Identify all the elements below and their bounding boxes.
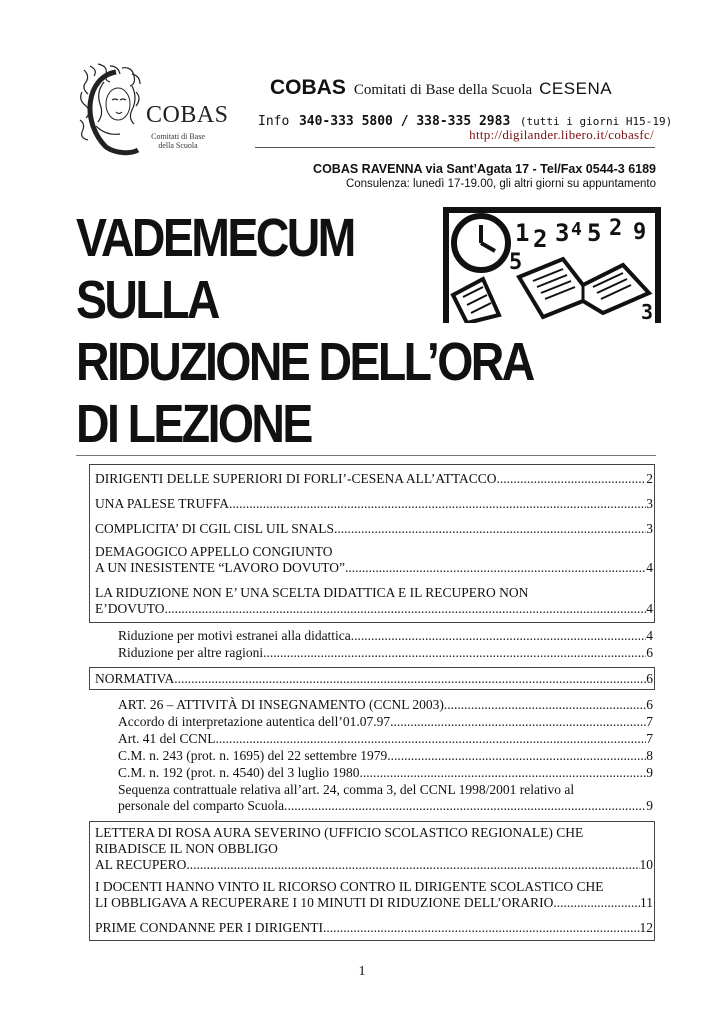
toc-entry-title: A UN INESISTENTE “LAVORO DOVUTO” (95, 560, 345, 575)
toc-entry-page: 3 (646, 521, 653, 536)
toc-entry-title: Riduzione per motivi estranei alla didattica (118, 628, 351, 643)
toc-entry-title: ART. 26 – ATTIVITÀ DI INSEGNAMENTO (CCNL 2003) (118, 697, 444, 712)
org-name: COBAS (270, 76, 346, 99)
toc-entry-title: C.M. n. 192 (prot. n. 4540) del 3 luglio 1980 (118, 765, 360, 780)
toc-entry[interactable] (95, 879, 653, 911)
info-label: Info (258, 114, 290, 129)
toc-entry-title: UNA PALESE TRUFFA (95, 496, 230, 511)
toc-entry[interactable] (95, 544, 653, 576)
toc-entry-page: 9 (646, 798, 653, 813)
svg-text:1: 1 (515, 219, 530, 247)
title-line: SULLA (76, 270, 218, 330)
toc-entry-page: 7 (646, 731, 653, 746)
phone-numbers: 340-333 5800 / 338-335 2983 (298, 114, 511, 129)
page-number: 1 (358, 964, 366, 979)
toc-entry[interactable] (95, 521, 653, 537)
toc-entry-title: E’DOVUTO (95, 601, 165, 616)
toc-entry[interactable] (95, 471, 653, 487)
consultation-hours: Consulenza: lunedì 17-19.00, gli altri giorni su appuntamento (345, 178, 656, 190)
toc-subentry[interactable] (118, 645, 653, 661)
toc-entry-title-line: RIBADISCE IL NON OBBLIGO (95, 841, 278, 856)
svg-text:3: 3 (555, 219, 570, 247)
svg-text:3: 3 (641, 300, 654, 323)
cobas-logo (76, 62, 229, 157)
toc-entry[interactable] (95, 920, 653, 936)
toc-entry-page: 11 (640, 895, 653, 910)
title-divider (76, 455, 656, 456)
org-full-name: Comitati di Base della Scuola (353, 82, 533, 98)
svg-text:9: 9 (633, 220, 647, 245)
phone-hours: (tutti i giorni H15-19) (519, 115, 673, 128)
toc-subentry[interactable] (118, 782, 653, 814)
toc-entry-page: 10 (639, 857, 653, 872)
title-line: DI LEZIONE (76, 394, 311, 454)
logo-subtitle: Comitati di Base della Scuola (151, 132, 205, 150)
website-link[interactable]: http://digilander.libero.it/cobasfc/ (469, 127, 654, 142)
org-city: CESENA (539, 79, 613, 98)
title-line: RIDUZIONE DELL’ORA (76, 332, 533, 392)
header-divider (255, 147, 655, 148)
toc-subentry[interactable] (118, 628, 653, 644)
toc-subentry[interactable] (118, 748, 653, 764)
toc-entry-title-line: LETTERA DI ROSA AURA SEVERINO (UFFICIO SCOLASTICO REGIONALE) CHE (95, 825, 584, 840)
toc-subentry[interactable] (118, 731, 653, 747)
toc-subentry[interactable] (118, 714, 653, 730)
org-heading (270, 76, 612, 100)
toc-entry-title-line: Sequenza contrattuale relativa all’art. 24, comma 3, del CCNL 1998/2001 relativo al (118, 782, 575, 797)
svg-text:5: 5 (587, 219, 602, 247)
toc-entry-page: 7 (646, 714, 653, 729)
toc-entry-title: NORMATIVA (95, 671, 175, 686)
toc-entry[interactable] (95, 671, 653, 687)
toc-entry-title: Riduzione per altre ragioni (118, 645, 264, 660)
toc-entry-page: 2 (646, 471, 653, 486)
toc-entry-title: LI OBBLIGAVA A RECUPERARE I 10 MINUTI DI RIDUZIONE DELL’ORARIO (95, 895, 554, 910)
svg-text:2: 2 (533, 225, 548, 253)
svg-text:4: 4 (571, 219, 582, 240)
title-line: VADEMECUM (76, 208, 354, 268)
toc-entry-title: PRIME CONDANNE PER I DIRIGENTI (95, 920, 323, 935)
svg-text:2: 2 (609, 216, 623, 241)
logo-wordmark: COBAS (146, 102, 229, 128)
toc-entry-page: 6 (646, 697, 653, 712)
toc-entry[interactable] (95, 585, 653, 617)
toc-entry[interactable] (95, 825, 653, 873)
toc-subentry[interactable] (118, 765, 653, 781)
toc-entry-page: 4 (646, 560, 653, 575)
toc-entry-page: 8 (646, 748, 653, 763)
toc-entry-page: 12 (639, 920, 653, 935)
toc-entry-page: 3 (646, 496, 653, 511)
toc-entry[interactable] (95, 496, 653, 512)
toc-entry-title: AL RECUPERO (95, 857, 187, 872)
svg-text:5: 5 (509, 250, 523, 275)
toc-entry-title: Accordo di interpretazione autentica dell’01.07.97 (118, 714, 391, 729)
toc-entry-page: 9 (646, 765, 653, 780)
ravenna-address: COBAS RAVENNA via Sant’Agata 17 - Tel/Fax 0544-3 6189 (313, 162, 656, 176)
toc-entry-title: C.M. n. 243 (prot. n. 1695) del 22 settembre 1979 (118, 748, 388, 763)
toc-subentry[interactable] (118, 697, 653, 713)
toc-entry-page: 4 (646, 628, 653, 643)
clock-book-clipart-icon (443, 207, 661, 323)
toc-entry-page: 6 (646, 671, 653, 686)
toc-entry-title-line: I DOCENTI HANNO VINTO IL RICORSO CONTRO IL DIRIGENTE SCOLASTICO CHE (95, 879, 604, 894)
toc-entry-title-line: DEMAGOGICO APPELLO CONGIUNTO (95, 544, 333, 559)
toc-entry-title: personale del comparto Scuola (118, 798, 285, 813)
toc-entry-title: DIRIGENTI DELLE SUPERIORI DI FORLI’-CESENA ALL’ATTACCO (95, 471, 497, 486)
toc-entry-title-line: LA RIDUZIONE NON E’ UNA SCELTA DIDATTICA E IL RECUPERO NON (95, 585, 529, 600)
toc-entry-page: 4 (646, 601, 653, 616)
toc-entry-page: 6 (646, 645, 653, 660)
toc-entry-title: COMPLICITA’ DI CGIL CISL UIL SNALS (95, 521, 335, 536)
toc-entry-title: Art. 41 del CCNL (118, 731, 216, 746)
